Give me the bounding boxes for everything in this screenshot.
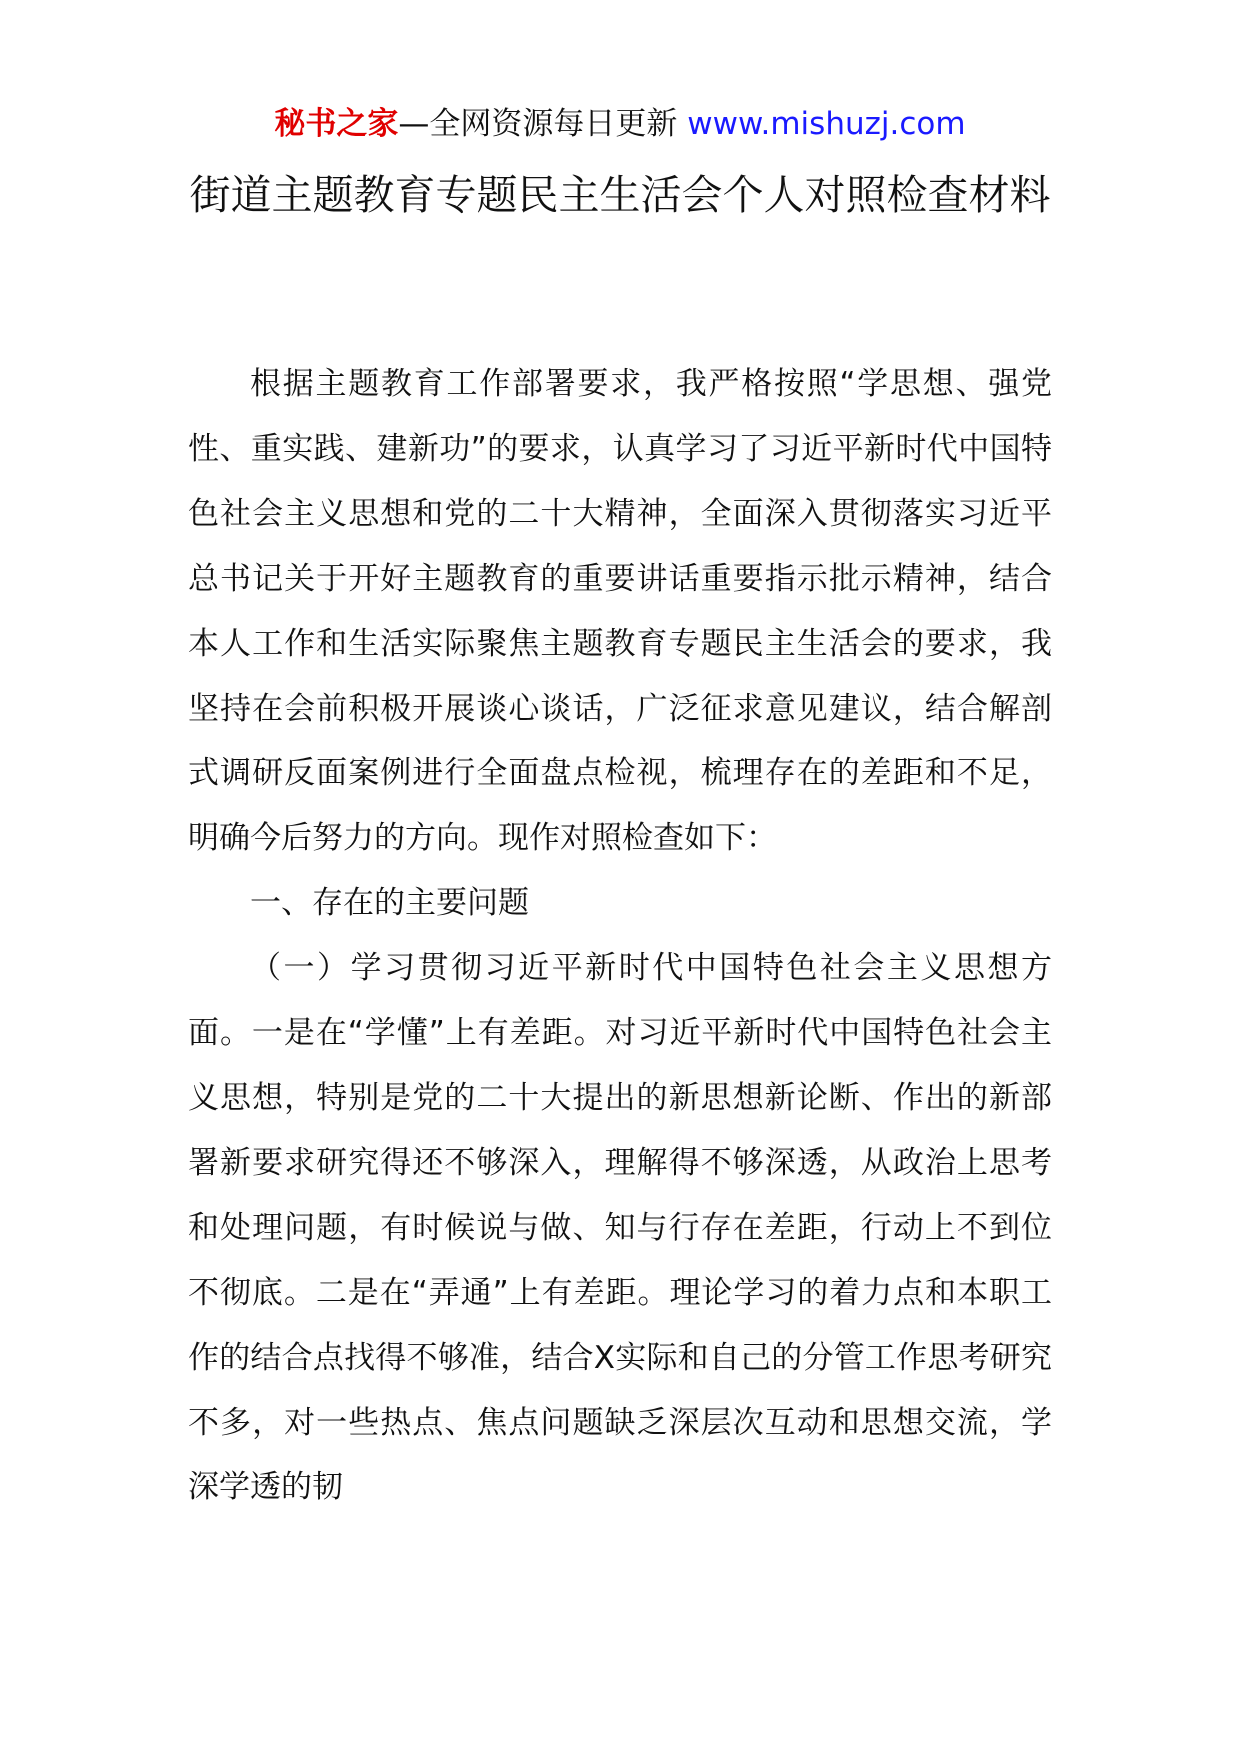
site-banner <box>0 100 1240 148</box>
section-heading: 一、存在的主要问题 <box>250 885 529 922</box>
body-paragraph: （一）学习贯彻习近平新时代中国特色社会主义思想方面。一是在“学懂”上有差距。对习近平新时代中国特色社会主义思想，特别是党的二十大提出的新思想新论断、作出的新部署新要求研究得还不够深入，理解得不够深透，从政治上思考和处理问题，有时候说与做、知与行存在差距，行动上不到位不彻底。二是在“弄通”上有差距。理论学习的着力点和本职工作的结合点找得不够准，结合X实际和自己的分管工作思考研究不多，对一些热点、焦点问题缺乏深层次互动和思想交流，学深学透的韧 <box>188 950 1052 1506</box>
website-link[interactable]: www.mishuzj.com <box>687 106 966 142</box>
brand-name: 秘书之家 <box>274 106 399 142</box>
intro-paragraph: 根据主题教育工作部署要求，我严格按照“学思想、强党性、重实践、建新功”的要求，认真学习了习近平新时代中国特色社会主义思想和党的二十大精神，全面深入贯彻落实习近平总书记关于开好主题教育的重要讲话重要指示批示精神，结合本人工作和生活实际聚焦主题教育专题民主生活会的要求，我坚持在会前积极开展谈心谈话，广泛征求意见建议，结合解剖式调研反面案例进行全面盘点检视，梳理存在的差距和不足，明确今后努力的方向。现作对照检查如下： <box>188 366 1052 857</box>
document-body <box>188 352 1052 1520</box>
banner-slogan: —全网资源每日更新 <box>398 106 688 142</box>
document-title: 街道主题教育专题民主生活会个人对照检查材料 <box>189 171 1051 219</box>
